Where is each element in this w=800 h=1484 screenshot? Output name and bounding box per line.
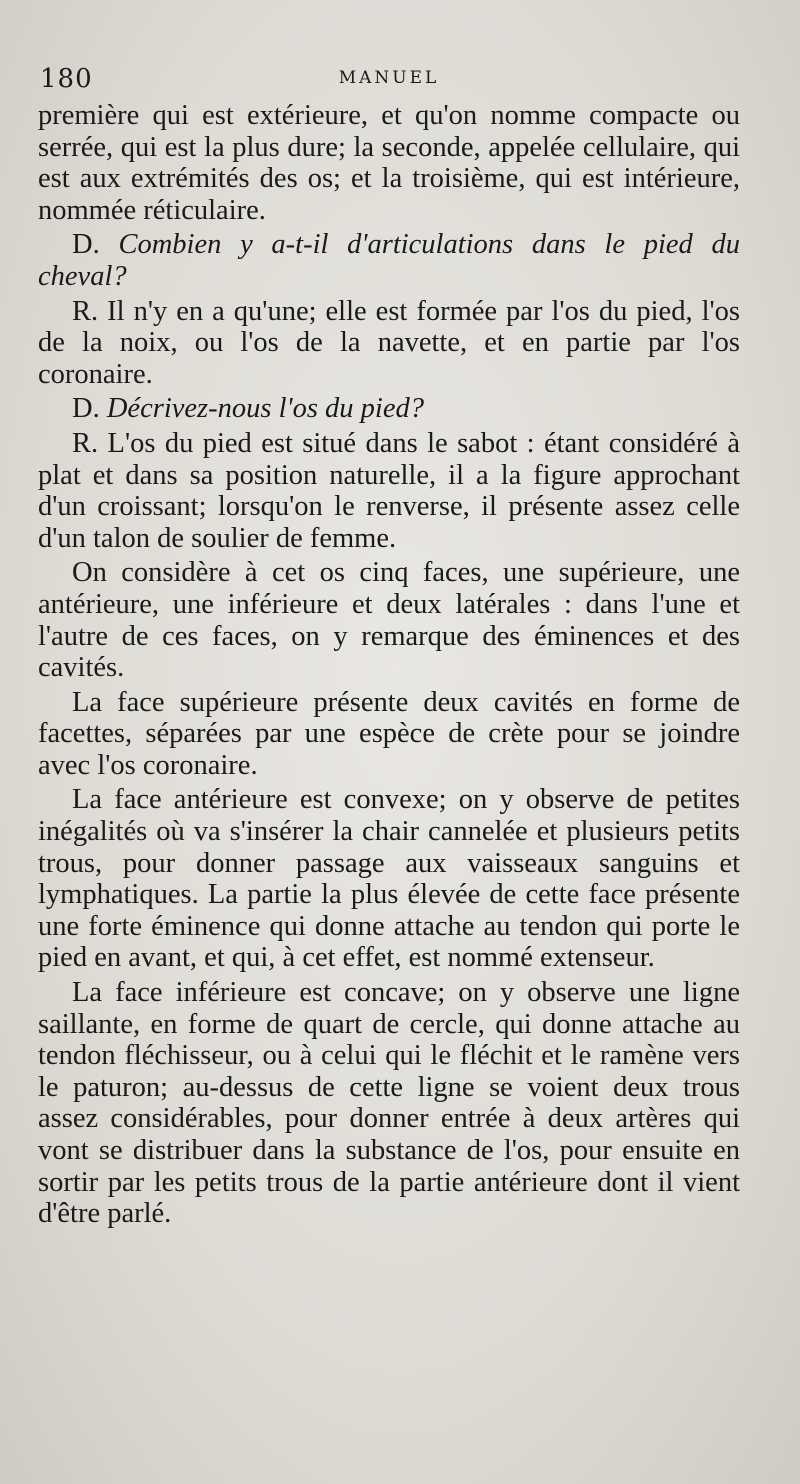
paragraph xyxy=(38,100,740,226)
running-head: MANUEL xyxy=(338,68,440,88)
answer-paragraph xyxy=(38,296,740,391)
paragraph-text: La face antérieure est convexe; on y observe de petites inégalités où va s'insérer la chair cannelée et plusieurs petits trous, pour donner passage aux vaisseaux sanguins et lymphatiques. La partie la plus élevée de cette face présente une forte éminence qui donne attache au tendon qui porte le pied en avant, et qui, à cet effet, est nommé extenseur. xyxy=(38,784,740,974)
page-number: 180 xyxy=(40,64,93,94)
answer-text: L'os du pied est situé dans le sabot : étant considéré à plat et dans sa position naturelle, il a la figure approchant d'un croissant; lorsqu'on le renverse, il présente assez celle d'un talon de soulier de femme. xyxy=(38,427,741,554)
answer-label: R. xyxy=(72,295,99,327)
paragraph xyxy=(38,687,740,782)
answer-label: R. xyxy=(72,427,99,459)
paragraph xyxy=(38,557,740,683)
paragraph-text: On considère à cet os cinq faces, une supérieure, une antérieure, une inférieure et deux latérales : dans l'une et l'autre de ces faces, on y remarque des éminences et des cavités. xyxy=(38,557,740,684)
question-paragraph xyxy=(38,393,740,425)
question-paragraph xyxy=(38,229,740,292)
page-header xyxy=(38,58,740,98)
question-text: Décrivez-nous l'os du pied? xyxy=(106,393,425,425)
question-label: D. xyxy=(72,229,100,261)
question-text: Combien y a-t-il d'articulations dans le pied du cheval? xyxy=(38,229,740,292)
answer-paragraph xyxy=(38,428,740,554)
paragraph-text: La face supérieure présente deux cavités en forme de facettes, séparées par une espèce de crète pour se joindre avec l'os coronaire. xyxy=(38,686,740,781)
body-text xyxy=(38,100,740,1230)
paragraph-text: première qui est extérieure, et qu'on nomme compacte ou serrée, qui est la plus dure; la seconde, appelée cellulaire, qui est aux extrémités des os; et la troisième, qui est intérieure, nommée réticulaire. xyxy=(38,100,740,226)
paragraph xyxy=(38,977,740,1230)
answer-text: Il n'y en a qu'une; elle est formée par l'os du pied, l'os de la noix, ou l'os de la navette, et en partie par l'os coronaire. xyxy=(38,295,740,390)
question-label: D. xyxy=(72,393,100,425)
paragraph-text: La face inférieure est concave; on y observe une ligne saillante, en forme de quart de cercle, qui donne attache au tendon fléchisseur, ou à celui qui le fléchit et le ramène vers le paturon; au-dessus de cette ligne se voient deux trous assez considérables, pour donner entrée à deux artères qui vont se distribuer dans la substance de l'os, pour ensuite en sortir par les petits trous de la partie antérieure dont il vient d'être parlé. xyxy=(38,977,740,1230)
paragraph xyxy=(38,784,740,974)
